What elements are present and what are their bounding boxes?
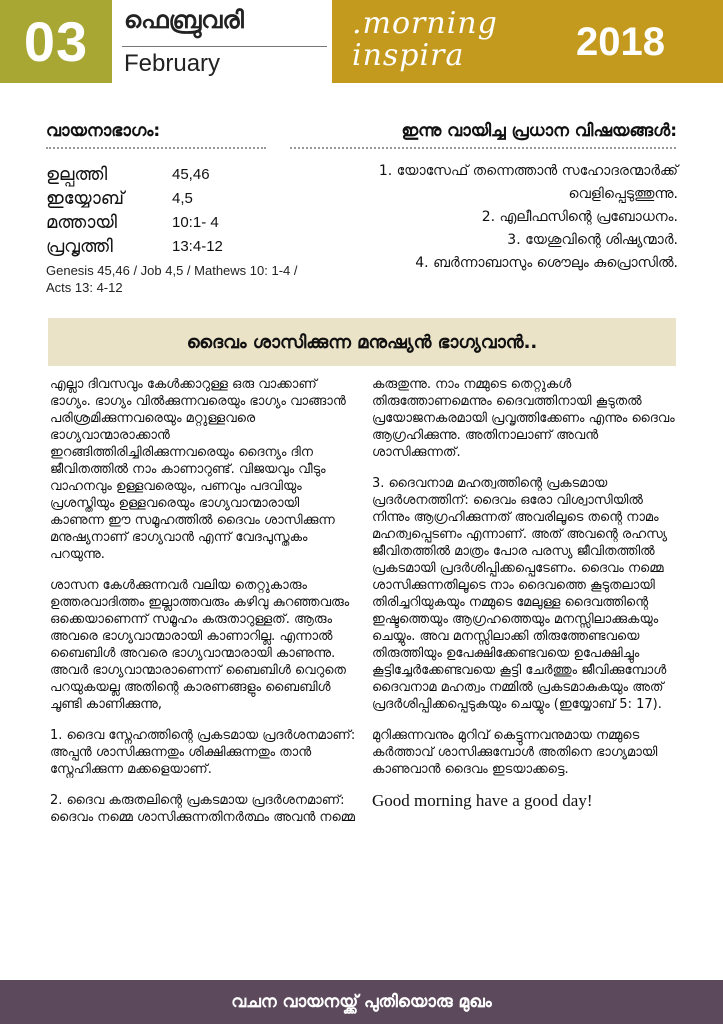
topic-item: 4. ബർന്നാബാസും ശൌലും കുപ്രൊസിൽ. [415, 255, 678, 271]
topics-divider [290, 147, 676, 149]
footer-tagline: വചന വായനയ്ക്ക് പുതിയൊരു മുഖം [231, 992, 492, 1012]
reading-row [46, 162, 286, 186]
reading-divider [46, 147, 266, 149]
article-paragraph: ശാസന കേൾക്കുന്നവർ വലിയ തെറ്റുകാരും ഉത്തരവാദിത്തം ഇല്ലാത്തവരും കഴിവു കുറഞ്ഞവരും ഒക്കെയാണെന്ന് സമൂഹം കരുതാറുള്ളത്. ആരും അവരെ ഭാഗ്യവാന്മാരായി കാണാറില്ല. എന്നാൽ ബൈബിൾ അവരെ ഭാഗ്യവാന്മാരായി കാണുന്നു. അവർ ഭാഗ്യവാന്മാരാണെന്ന് ബൈബിൾ വെറുതെ പറയുകയല്ല അതിന്റെ കാരണങ്ങളും ബൈബിൾ ചൂണ്ടി കാണിക്കുന്നു, [50, 578, 350, 712]
topic-item: 3. യേശുവിന്റെ ശിഷ്യന്മാർ. [507, 232, 678, 248]
article-paragraph: 2. ദൈവ കരുതലിന്റെ പ്രകടമായ പ്രദർശനമാണ്: ദൈവം നമ്മെ ശാസിക്കുന്നതിനർത്ഥം അവൻ നമ്മെ [50, 793, 355, 825]
article-title-bar [48, 318, 676, 366]
article-column-left [50, 376, 356, 840]
reading-book: ഇയ്യോബ് [46, 187, 124, 209]
reading-book: ഉല്പത്തി [46, 163, 108, 185]
article-column-right [372, 376, 678, 809]
topics-list [300, 160, 678, 275]
month-divider [122, 46, 327, 47]
brand-banner [332, 0, 723, 83]
footer-banner [0, 980, 723, 1024]
day-number: 03 [23, 10, 89, 73]
reading-ref: 10:1- 4 [172, 213, 219, 231]
reading-ref: 13:4-12 [172, 237, 223, 255]
reading-row [46, 234, 286, 258]
article-paragraph: കരുതുന്നു. നാം നമ്മുടെ തെറ്റുകൾ തിരുത്തോണമെന്നും ദൈവത്തിനായി കൂടുതൽ പ്രയോജനകരമായി പ്രവൃത്തിക്കേണം എന്നും ദൈവം ആഗ്രഹിക്കുന്നു. അതിനാലാണ് അവൻ ശാസിക്കുന്നത്. [372, 377, 675, 460]
article-paragraph: 3. ദൈവനാമ മഹത്വത്തിന്റെ പ്രകടമായ പ്രദർശനത്തിന്: ദൈവം ഒരോ വിശ്വാസിയിൽ നിന്നും ആഗ്രഹിക്കുന്നത് അവരിലൂടെ തന്റെ നാമം മഹത്വപ്പെടണം എന്നാണ്. അത് അവന്റെ രഹസ്യ ജീവിതത്തിൽ മാത്രം പോര പരസ്യ ജീവിതത്തിൽ പ്രകടമായി പ്രദർശിപ്പിക്കപ്പെടേണം. ദൈവം നമ്മെ ശാസിക്കുന്നതിലൂടെ നാം ദൈവത്തെ കൂടുതലായി തിരിച്ചറിയുകയും നമ്മുടെ മേലുള്ള ദൈവത്തിന്റെ ഇഷ്ടത്തെയും ആഗ്രഹത്തെയും മനസ്സിലാക്കുകയും ചെയ്യും. അവ മനസ്സിലാക്കി തിരുത്തേണ്ടവയെ തിരുത്തിയും ഉപേക്ഷിക്കേണ്ടവയെ ഉപേക്ഷിച്ചും കൂട്ടിച്ചേർക്കേണ്ടവയെ കൂട്ടി ചേർത്തും ജീവിക്കുമ്പോൾ ദൈവനാമ മഹത്വം നമ്മിൽ പ്രകടമാകുകയും അത് പ്രദർശിപ്പിക്കപ്പെടുകയും ചെയ്യും (ഇയ്യോബ് 5: 17). [372, 476, 668, 712]
year: 2018 [576, 20, 665, 64]
topic-item: 2. എലീഫസിന്റെ പ്രബോധനം. [481, 209, 678, 225]
reading-list [46, 162, 286, 258]
greeting: Good morning have a good day! [372, 791, 593, 810]
reading-heading: വായനാഭാഗം: [46, 121, 161, 141]
topic-item: 1. യോസേഫ് തന്നെത്താൻ സഹോദരന്മാർക്ക് വെളിപ്പെടുത്തുന്നു. [378, 163, 678, 202]
brand-logo-line2: inspira [352, 38, 465, 73]
month-malayalam: ഫെബ്രുവരി [124, 6, 244, 34]
reading-book: മത്തായി [46, 211, 117, 233]
month-english: February [124, 50, 221, 77]
article-paragraph: എല്ലാ ദിവസവും കേൾക്കാറുള്ള ഒരു വാക്കാണ് ഭാഗ്യം. ഭാഗ്യം വിൽക്കുന്നവരെയും ഭാഗ്യം വാങ്ങാൻ പരിശ്രമിക്കുന്നവരെയും മറ്റുള്ളവരെ ഭാഗ്യവാന്മാരാക്കാൻ ഇറങ്ങിത്തിരിച്ചിരിക്കുന്നവരെയും ദൈന്യം ദിന ജീവിതത്തിൽ നാം കാണാറുണ്ട്. വിജയവും വീടും വാഹനവും ഉള്ളവരെയും, പണവും പദവിയും പ്രശസ്തിയും ഉള്ളവരെയും ഭാഗ്യവാന്മാരായി കാണുന്ന ഈ സമൂഹത്തിൽ ദൈവം ശാസിക്കുന്ന മനുഷ്യനാണ് ഭാഗ്യവാൻ എന്ന് വേദപുസ്തകം പറയുന്നു. [50, 377, 346, 562]
article-title: ദൈവം ശാസിക്കുന്ന മനുഷ്യൻ ഭാഗ്യവാൻ.. [186, 331, 538, 353]
article-paragraph: 1. ദൈവ സ്നേഹത്തിന്റെ പ്രകടമായ പ്രദർശനമാണ്: അപ്പൻ ശാസിക്കുന്നതും ശിക്ഷിക്കുന്നതും താൻ സ്നേഹിക്കുന്ന മക്കളെയാണ്. [50, 728, 356, 777]
topics-heading: ഇന്നു വായിച്ച പ്രധാന വിഷയങ്ങൾ: [401, 121, 677, 141]
reading-book: പ്രവൃത്തി [46, 235, 113, 257]
article-paragraph: മുറിക്കുന്നവനും മുറിവ് കെട്ടുന്നവനുമായ നമ്മുടെ കർത്താവ് ശാസിക്കുമ്പോൾ അതിനെ ഭാഗ്യമായി കാണുവാൻ ദൈവം ഇടയാക്കട്ടെ. [372, 728, 658, 777]
brand-logo-line1: .morning [352, 6, 498, 41]
reading-row [46, 210, 286, 234]
reading-ref: 45,46 [172, 165, 210, 183]
reading-english-refs: Genesis 45,46 / Job 4,5 / Mathews 10: 1-4 / Acts 13: 4-12 [46, 263, 298, 295]
brand-logo [352, 8, 498, 72]
reading-row [46, 186, 286, 210]
reading-ref: 4,5 [172, 189, 193, 207]
